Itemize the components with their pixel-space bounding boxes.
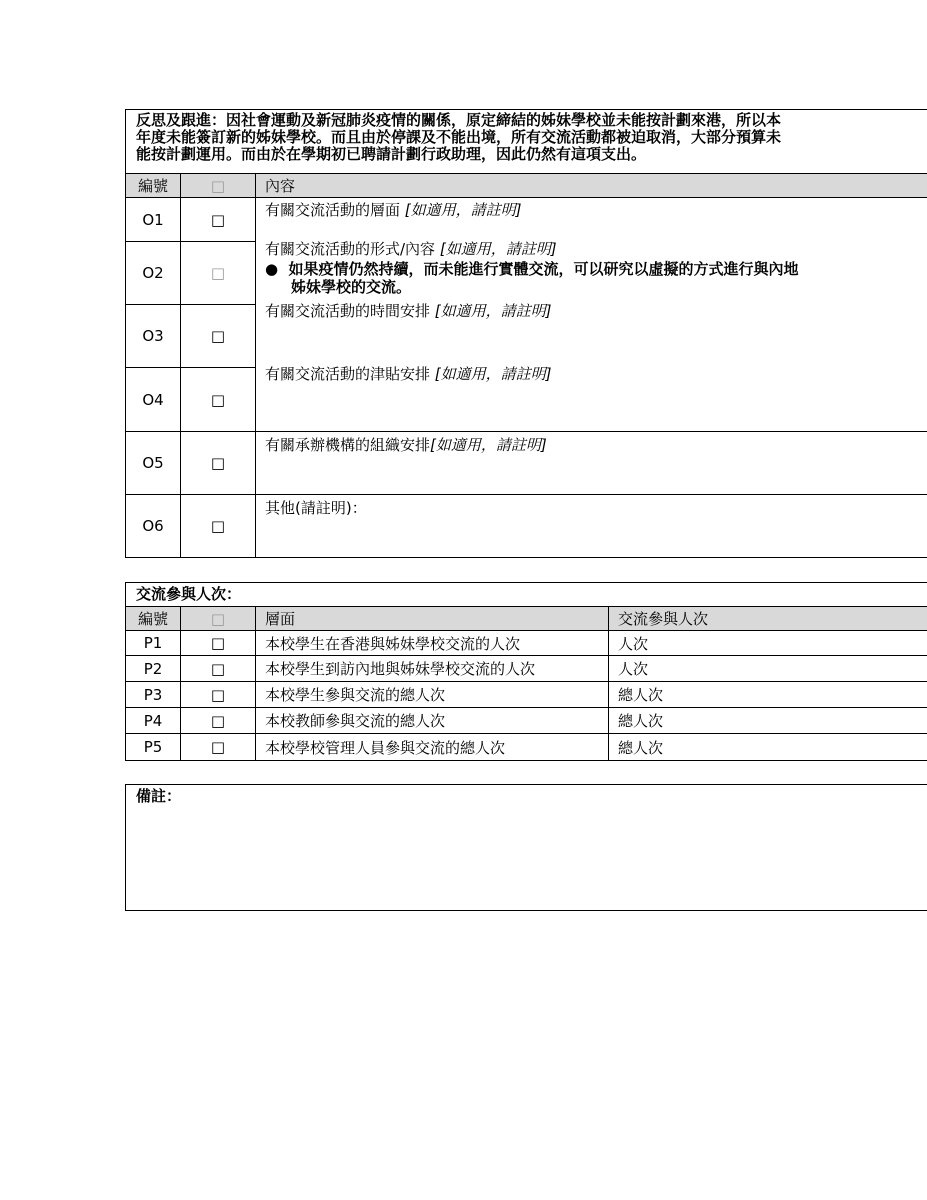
header-level: 層面 <box>256 607 609 631</box>
header-content: 內容 <box>256 174 927 198</box>
row-level: 本校學校管理人員參與交流的總人次 <box>256 734 609 761</box>
row-id: O3 <box>126 305 181 368</box>
header-check: □ <box>181 607 256 631</box>
row-id: O6 <box>126 495 181 558</box>
table-row <box>126 495 927 558</box>
reflection-heading: 反思及跟進： <box>136 111 227 129</box>
row-level: 本校學生在香港與姊妹學校交流的人次 <box>256 631 609 656</box>
content-o3: 有關交流活動的時間安排 [如適用，請註明] <box>265 302 552 320</box>
row-id: O4 <box>126 368 181 432</box>
row-count: 人次 <box>609 631 927 656</box>
row-level: 本校學生到訪內地與姊妹學校交流的人次 <box>256 656 609 682</box>
row-checkbox[interactable]: □ <box>181 495 256 558</box>
participants-table <box>125 606 927 761</box>
bullet-item: ● 如果疫情仍然持續，而未能進行實體交流，可以研究以虛擬的方式進行與內地 <box>265 260 799 278</box>
row-checkbox[interactable]: □ <box>181 682 256 708</box>
table-row <box>126 682 927 708</box>
row-id: O5 <box>126 432 181 495</box>
content-o1: 有關交流活動的層面 [如適用，請註明] <box>265 201 522 219</box>
row-count: 總人次 <box>609 708 927 734</box>
content-o6: 其他(請註明)： <box>256 495 927 558</box>
row-id: O2 <box>126 242 181 305</box>
reflection-line-3: 能按計劃運用。而由於在學期初已聘請計劃行政助理，因此仍然有這項支出。 <box>136 145 647 163</box>
row-count: 總人次 <box>609 734 927 761</box>
row-checkbox[interactable]: □ <box>181 708 256 734</box>
participants-heading-box <box>125 582 927 606</box>
content-o5: 有關承辦機構的組織安排[如適用，請註明] <box>256 432 927 495</box>
content-cell-o1-o4 <box>256 198 927 432</box>
adjustment-header-row <box>126 174 927 198</box>
table-row <box>126 198 927 242</box>
reflection-line-1: 因社會運動及新冠肺炎疫情的關係，原定締結的姊妹學校並未能按計劃來港，所以本 <box>226 111 782 129</box>
header-check: □ <box>181 174 256 198</box>
row-id: P2 <box>126 656 181 682</box>
remarks-heading: 備註： <box>136 787 182 805</box>
content-o2: 有關交流活動的形式/內容 [如適用，請註明] <box>265 240 557 258</box>
row-count: 人次 <box>609 656 927 682</box>
reflection-line-2: 年度未能簽訂新的姊妹學校。而且由於停課及不能出境，所有交流活動都被迫取消，大部分預算未 <box>136 128 782 146</box>
bullet-icon: ● <box>265 260 279 278</box>
adjustment-table <box>125 173 927 558</box>
row-checkbox[interactable]: □ <box>181 242 256 305</box>
row-id: P5 <box>126 734 181 761</box>
row-id: P1 <box>126 631 181 656</box>
table-row <box>126 631 927 656</box>
row-checkbox[interactable]: □ <box>181 305 256 368</box>
row-checkbox[interactable]: □ <box>181 432 256 495</box>
reflection-box <box>125 109 927 173</box>
row-id: O1 <box>126 198 181 242</box>
table-row <box>126 734 927 761</box>
header-count: 交流參與人次 <box>609 607 927 631</box>
row-checkbox[interactable]: □ <box>181 734 256 761</box>
row-level: 本校教師參與交流的總人次 <box>256 708 609 734</box>
remarks-box <box>125 784 927 911</box>
bullet-item-continued: 姊妹學校的交流。 <box>291 278 412 296</box>
row-level: 本校學生參與交流的總人次 <box>256 682 609 708</box>
table-row <box>126 432 927 495</box>
row-checkbox[interactable]: □ <box>181 198 256 242</box>
row-id: P4 <box>126 708 181 734</box>
table-row <box>126 708 927 734</box>
row-count: 總人次 <box>609 682 927 708</box>
row-checkbox[interactable]: □ <box>181 368 256 432</box>
table-row <box>126 656 927 682</box>
participants-heading: 交流參與人次： <box>136 585 242 603</box>
header-id: 編號 <box>126 174 181 198</box>
header-id: 編號 <box>126 607 181 631</box>
row-checkbox[interactable]: □ <box>181 656 256 682</box>
reflection-text <box>136 112 781 163</box>
row-checkbox[interactable]: □ <box>181 631 256 656</box>
row-id: P3 <box>126 682 181 708</box>
participants-header-row <box>126 607 927 631</box>
content-o4: 有關交流活動的津貼安排 [如適用，請註明] <box>265 365 552 383</box>
